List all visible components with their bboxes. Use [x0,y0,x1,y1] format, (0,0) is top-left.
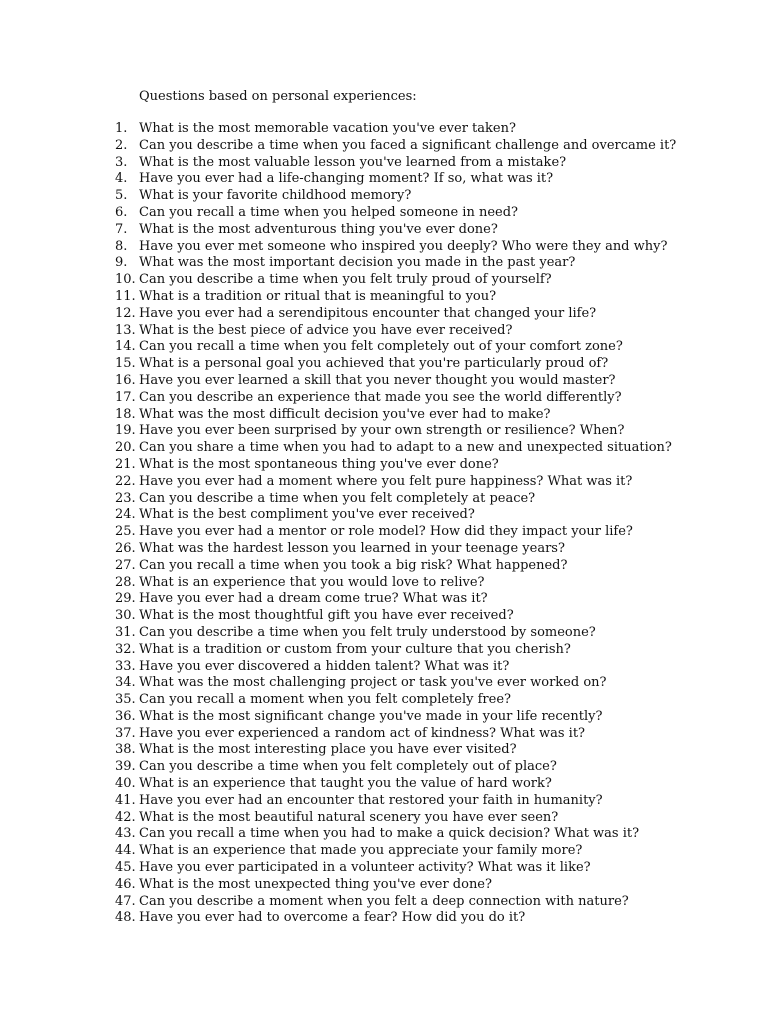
question-text: What is the most adventurous thing you've ever done? [139,221,498,237]
question-number: 46. [115,876,136,892]
question-number: 36. [115,708,136,724]
question-text: What is the most unexpected thing you've ever done? [139,876,492,892]
question-text: What was the most challenging project or task you've ever worked on? [139,675,607,691]
question-text: Can you share a time when you had to adapt to a new and unexpected situation? [139,440,672,456]
question-number: 3. [115,154,128,170]
question-number: 31. [115,624,136,640]
question-text: Have you ever had to overcome a fear? How did you do it? [139,910,526,926]
question-text: What is the most memorable vacation you've ever taken? [139,121,516,136]
question-number: 10. [115,272,136,288]
question-number: 34. [115,675,136,691]
question-number: 16. [115,372,136,388]
question-number: 27. [115,557,136,573]
question-number: 26. [115,540,136,556]
question-text: Have you ever had an encounter that restored your faith in humanity? [139,792,603,808]
question-text: Have you ever had a serendipitous encounter that changed your life? [139,305,597,321]
question-text: What is the best compliment you've ever received? [139,507,475,523]
question-text: Can you describe a time when you felt completely out of place? [139,759,557,775]
question-number: 8. [115,238,128,254]
question-number: 9. [115,255,128,271]
question-text: Have you ever had a life-changing moment? If so, what was it? [139,171,554,187]
question-text: What is a tradition or custom from your culture that you cherish? [139,641,571,657]
question-number: 6. [115,204,128,220]
question-text: What is the best piece of advice you have ever received? [139,322,513,338]
question-number: 23. [115,490,136,506]
question-number: 24. [115,507,136,523]
question-text: What is your favorite childhood memory? [139,188,412,204]
question-number: 14. [115,339,136,355]
question-text: What is the most interesting place you have ever visited? [139,742,517,758]
question-text: Can you describe an experience that made you see the world differently? [139,389,622,405]
question-number: 37. [115,725,136,741]
question-number: 1. [115,121,128,136]
question-number: 29. [115,591,136,607]
question-text: What is an experience that you would love to relive? [139,574,485,590]
question-text: Can you recall a time when you helped someone in need? [139,204,519,220]
question-text: What is the most valuable lesson you've learned from a mistake? [139,154,567,170]
question-text: What was the most difficult decision you've ever had to make? [139,406,551,422]
question-text: Have you ever met someone who inspired you deeply? Who were they and why? [139,238,668,254]
question-text: What is the most spontaneous thing you've ever done? [139,456,499,472]
question-text: Can you recall a moment when you felt completely free? [139,692,511,708]
question-number: 47. [115,893,136,909]
question-number: 5. [115,188,128,204]
question-text: What is a personal goal you achieved that you're particularly proud of? [139,356,609,372]
question-text: What is an experience that taught you the value of hard work? [139,776,552,792]
question-text: What is the most beautiful natural scenery you have ever seen? [139,809,559,825]
question-number: 45. [115,860,136,876]
question-number: 42. [115,809,136,825]
question-text: Have you ever experienced a random act of kindness? What was it? [139,725,586,741]
question-number: 17. [115,389,136,405]
question-text: What is the most thoughtful gift you have ever received? [139,608,514,624]
question-number: 38. [115,742,136,758]
question-number: 2. [115,137,128,153]
question-text: Can you describe a time when you felt truly understood by someone? [139,624,596,640]
question-number: 33. [115,658,136,674]
question-text: Have you ever discovered a hidden talent? What was it? [139,658,510,674]
question-text: Can you recall a time when you had to make a quick decision? What was it? [139,826,640,842]
question-number: 4. [115,171,128,187]
question-text: What is an experience that made you appreciate your family more? [139,843,583,859]
question-number: 12. [115,305,136,321]
question-number: 20. [115,440,136,456]
question-text: Have you ever had a moment where you felt pure happiness? What was it? [139,473,633,489]
question-number: 39. [115,759,136,775]
question-number: 43. [115,826,136,842]
question-text: What was the most important decision you made in the past year? [139,255,576,271]
question-text: Have you ever had a dream come true? What was it? [139,591,488,607]
question-text: Can you describe a moment when you felt a deep connection with nature? [139,893,629,909]
question-text: Can you recall a time when you felt completely out of your comfort zone? [139,339,623,355]
document-heading: Questions based on personal experiences: [139,89,417,104]
question-number: 21. [115,456,136,472]
question-number: 32. [115,641,136,657]
question-number: 19. [115,423,136,439]
question-number: 44. [115,843,136,859]
question-number: 28. [115,574,136,590]
question-number: 40. [115,776,136,792]
question-number: 15. [115,356,136,372]
question-text: Have you ever learned a skill that you never thought you would master? [139,372,616,388]
question-text: Can you describe a time when you faced a significant challenge and overcame it? [139,137,677,153]
question-text: What was the hardest lesson you learned in your teenage years? [139,540,565,556]
question-number: 11. [115,288,136,304]
question-number: 25. [115,524,136,540]
question-text: What is a tradition or ritual that is meaningful to you? [139,288,497,304]
question-number: 18. [115,406,136,422]
question-text: Can you describe a time when you felt completely at peace? [139,490,536,506]
question-number: 41. [115,792,136,808]
question-number: 48. [115,910,136,926]
question-text: Can you recall a time when you took a big risk? What happened? [139,557,568,573]
question-text: Can you describe a time when you felt truly proud of yourself? [139,272,552,288]
question-text: Have you ever participated in a volunteer activity? What was it like? [139,860,591,876]
question-text: Have you ever had a mentor or role model? How did they impact your life? [139,524,633,540]
question-number: 7. [115,221,128,237]
question-number: 30. [115,608,136,624]
question-text: What is the most significant change you've made in your life recently? [139,708,603,724]
question-number: 13. [115,322,136,338]
question-text: Have you ever been surprised by your own strength or resilience? When? [139,423,625,439]
question-number: 35. [115,692,136,708]
question-number: 22. [115,473,136,489]
